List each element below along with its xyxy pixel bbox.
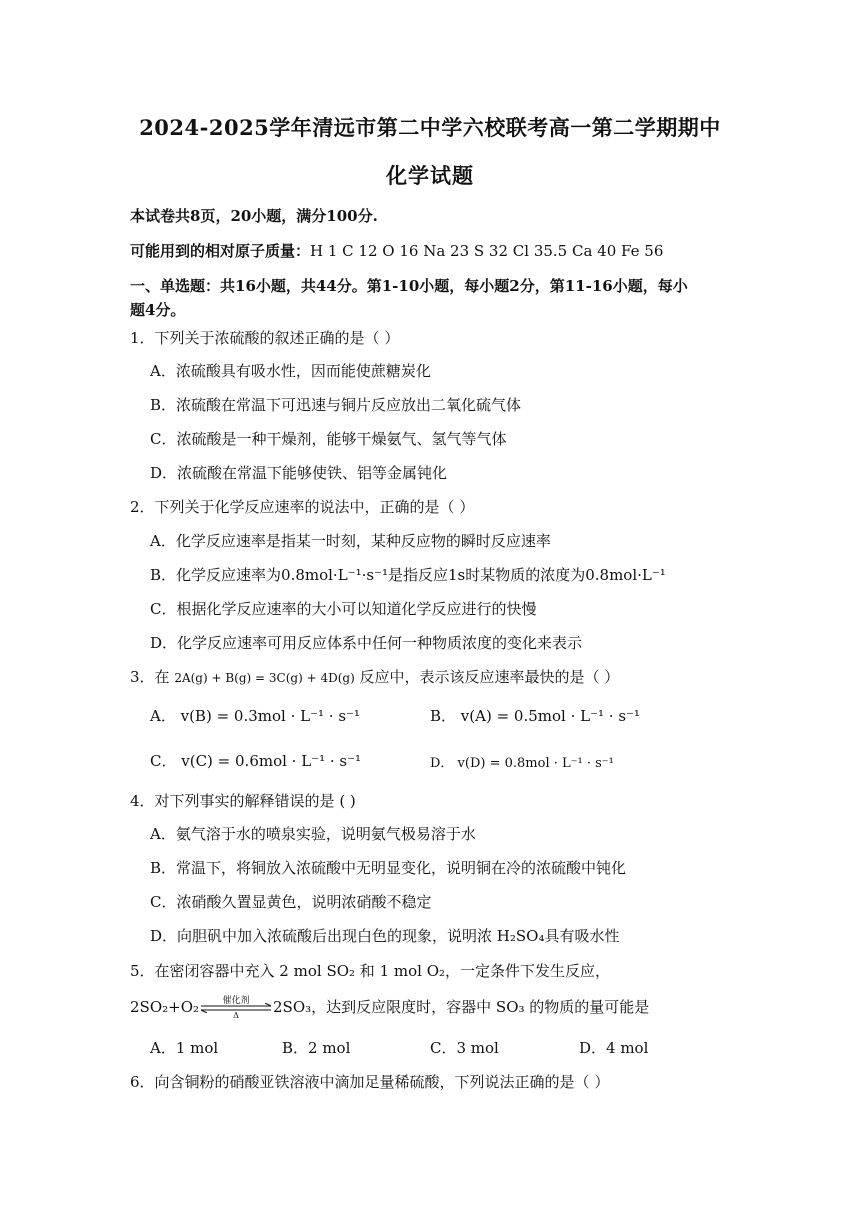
exam-subtitle: 化学试题: [386, 163, 474, 188]
question-2-option-d: D．化学反应速率可用反应体系中任何一种物质浓度的变化来表示: [150, 634, 583, 652]
atomic-mass-label: 可能用到的相对原子质量：: [130, 242, 311, 260]
question-3-prefix: 3．在: [130, 668, 170, 686]
question-4-stem: 4．对下列事实的解释错误的是 ( ): [130, 792, 356, 810]
question-3-option-a: A． v(B) = 0.3mol · L⁻¹ · s⁻¹: [150, 707, 360, 725]
question-2-option-a: A．化学反应速率是指某一时刻，某种反应物的瞬时反应速率: [150, 532, 551, 550]
question-5-stem: 5．在密闭容器中充入 2 mol SO₂ 和 1 mol O₂，一定条件下发生反应，: [130, 962, 611, 980]
question-4-option-c: C．浓硝酸久置显黄色，说明浓硝酸不稳定: [150, 893, 432, 911]
reversible-arrow: [199, 996, 273, 1020]
question-2-option-c: C．根据化学反应速率的大小可以知道化学反应进行的快慢: [150, 600, 537, 618]
question-5-option-b: B．2 mol: [282, 1039, 351, 1057]
question-3-option-c: C． v(C) = 0.6mol · L⁻¹ · s⁻¹: [150, 752, 362, 770]
question-6-stem: 6．向含铜粉的硝酸亚铁溶液中滴加足量稀硫酸，下列说法正确的是（ ）: [130, 1073, 610, 1091]
question-4-option-a: A．氨气溶于水的喷泉实验，说明氨气极易溶于水: [150, 825, 476, 843]
exam-title: 2024-2025学年清远市第二中学六校联考高一第二学期期中: [139, 115, 721, 140]
question-1-option-b: B．浓硫酸在常温下可迅速与铜片反应放出二氧化硫气体: [150, 396, 522, 414]
question-3-option-b: B． v(A) = 0.5mol · L⁻¹ · s⁻¹: [430, 707, 640, 725]
question-1-stem: 1．下列关于浓硫酸的叙述正确的是（ ）: [130, 329, 400, 347]
section-heading-line2: 题4分。: [130, 301, 186, 319]
question-3-suffix: 反应中，表示该反应速率最快的是（ ）: [354, 668, 620, 686]
question-3-equation: 2A(g) + B(g) = 3C(g) + 4D(g): [174, 671, 355, 685]
section-heading-line1: 一、单选题：共16小题，共44分。第1-10小题，每小题2分，第11-16小题，每小: [130, 277, 688, 295]
exam-summary: 本试卷共8页，20小题，满分100分.: [130, 207, 378, 225]
question-2-stem: 2．下列关于化学反应速率的说法中，正确的是（ ）: [130, 498, 475, 516]
question-5-eq-right: 2SO₃，达到反应限度时，容器中 SO₃ 的物质的量可能是: [273, 998, 650, 1016]
question-4-option-d: D．向胆矾中加入浓硫酸后出现白色的现象，说明浓 H₂SO₄具有吸水性: [150, 927, 620, 945]
question-2-option-b: B．化学反应速率为0.8mol·L⁻¹·s⁻¹是指反应1s时某物质的浓度为0.8mol·L⁻¹: [150, 566, 666, 584]
question-4-option-b: B．常温下，将铜放入浓硫酸中无明显变化，说明铜在冷的浓硫酸中钝化: [150, 859, 627, 877]
question-3-option-d: D． v(D) = 0.8mol · L⁻¹ · s⁻¹: [430, 756, 614, 771]
question-5-option-d: D．4 mol: [579, 1039, 649, 1057]
question-3-stem: [130, 666, 619, 687]
question-5-eq-left: 2SO₂+O₂: [130, 998, 200, 1016]
question-1-option-c: C．浓硫酸是一种干燥剂，能够干燥氨气、氢气等气体: [150, 430, 507, 448]
question-5-equation: [130, 996, 650, 1020]
question-5-option-a: A．1 mol: [150, 1039, 219, 1057]
question-1-option-d: D．浓硫酸在常温下能够使铁、铝等金属钝化: [150, 464, 448, 482]
question-5-option-c: C．3 mol: [430, 1039, 499, 1057]
question-1-option-a: A．浓硫酸具有吸水性，因而能使蔗糖炭化: [150, 362, 431, 380]
atomic-mass-values: H 1 C 12 O 16 Na 23 S 32 Cl 35.5 Ca 40 Fe 56: [310, 242, 664, 260]
heating-label: Δ: [233, 1011, 239, 1020]
catalyst-label: 催化剂: [222, 996, 250, 1006]
atomic-mass-line: [130, 240, 663, 261]
